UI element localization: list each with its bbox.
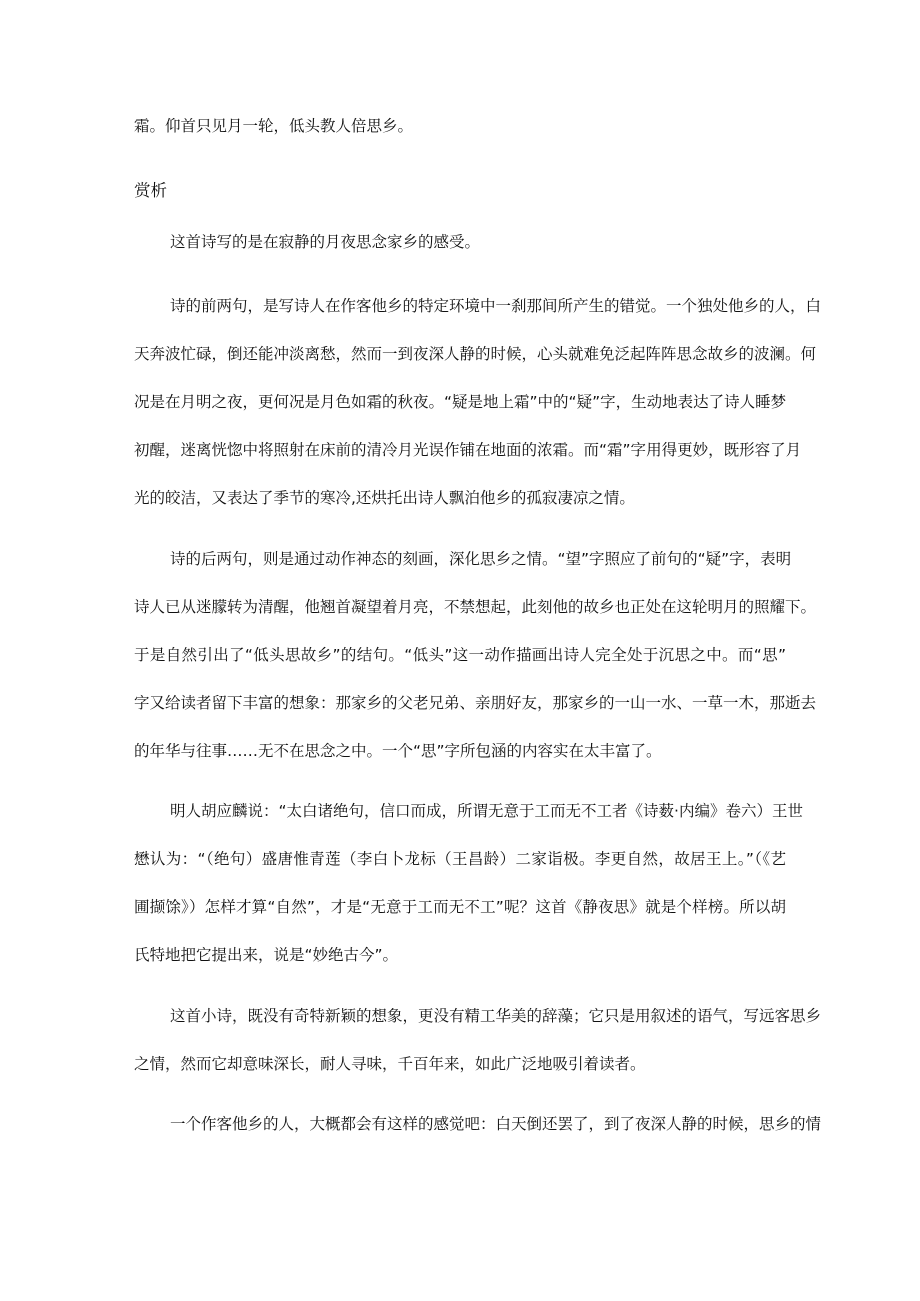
paragraph-3-line-2: 诗人已从迷朦转为清醒，他翘首凝望着月亮，不禁想起，此刻他的故乡也正处在这轮明月的照耀下。 (134, 598, 817, 616)
section-heading: 赏析 (134, 181, 167, 200)
paragraph-2-line-3: 况是在月明之夜，更何况是月色如霜的秋夜。“疑是地上霜”中的“疑”字，生动地表达了诗人睡梦 (134, 393, 787, 411)
paragraph-4-line-1: 明人胡应麟说：“太白诸绝句，信口而成，所谓无意于工而无不工者《诗薮·内编》卷六）王世 (170, 802, 803, 820)
paragraph-4-line-3: 圃撷馀》）怎样才算“自然”，才是“无意于工而无不工”呢？这首《静夜思》就是个样榜。所以胡 (134, 898, 786, 916)
paragraph-5-line-2: 之情，然而它却意味深长，耐人寻味，千百年来，如此广泛地吸引着读者。 (134, 1055, 646, 1073)
paragraph-2-line-5: 光的皎洁，又表达了季节的寒冷,还烘托出诗人飘泊他乡的孤寂凄凉之情。 (134, 489, 635, 507)
paragraph-2-line-1: 诗的前两句，是写诗人在作客他乡的特定环境中一刹那间所产生的错觉。一个独处他乡的人，白 (170, 297, 822, 315)
paragraph-2-line-2: 天奔波忙碌，倒还能冲淡离愁，然而一到夜深人静的时候，心头就难免泛起阵阵思念故乡的波澜。何 (134, 345, 817, 363)
paragraph-4-line-2: 懋认为：“（绝句）盛唐惟青莲（李白卜龙标（王昌龄）二家诣极。李更自然，故居王上。”（《艺 (134, 850, 786, 868)
paragraph-3-line-3: 于是自然引出了“低头思故乡”的结句。“低头”这一动作描画出诗人完全处于沉思之中。而“思” (134, 646, 786, 664)
paragraph-6-line-1: 一个作客他乡的人，大概都会有这样的感觉吧：白天倒还罢了，到了夜深人静的时候，思乡的情 (170, 1115, 822, 1133)
intro-line: 霜。仰首只见月一轮，低头教人倍思乡。 (134, 117, 414, 135)
paragraph-5-line-1: 这首小诗，既没有奇特新颖的想象，更没有精工华美的辞藻；它只是用叙述的语气，写远客思乡 (170, 1007, 822, 1025)
paragraph-3-line-4: 字又给读者留下丰富的想象：那家乡的父老兄弟、亲朋好友，那家乡的一山一水、一草一木，那逝去 (134, 694, 817, 712)
paragraph-1-line-1: 这首诗写的是在寂静的月夜思念家乡的感受。 (170, 233, 481, 251)
paragraph-2-line-4: 初醒，迷离恍惚中将照射在床前的清冷月光误作铺在地面的浓霜。而“霜”字用得更妙，既形容了月 (134, 441, 802, 459)
paragraph-3-line-5: 的年华与往事……无不在思念之中。一个“思”字所包涵的内容实在太丰富了。 (134, 742, 662, 760)
paragraph-3-line-1: 诗的后两句，则是通过动作神态的刻画，深化思乡之情。“望”字照应了前句的“疑”字，表明 (170, 550, 792, 568)
paragraph-4-line-4: 氏特地把它提出来，说是“妙绝古今”。 (134, 946, 399, 964)
